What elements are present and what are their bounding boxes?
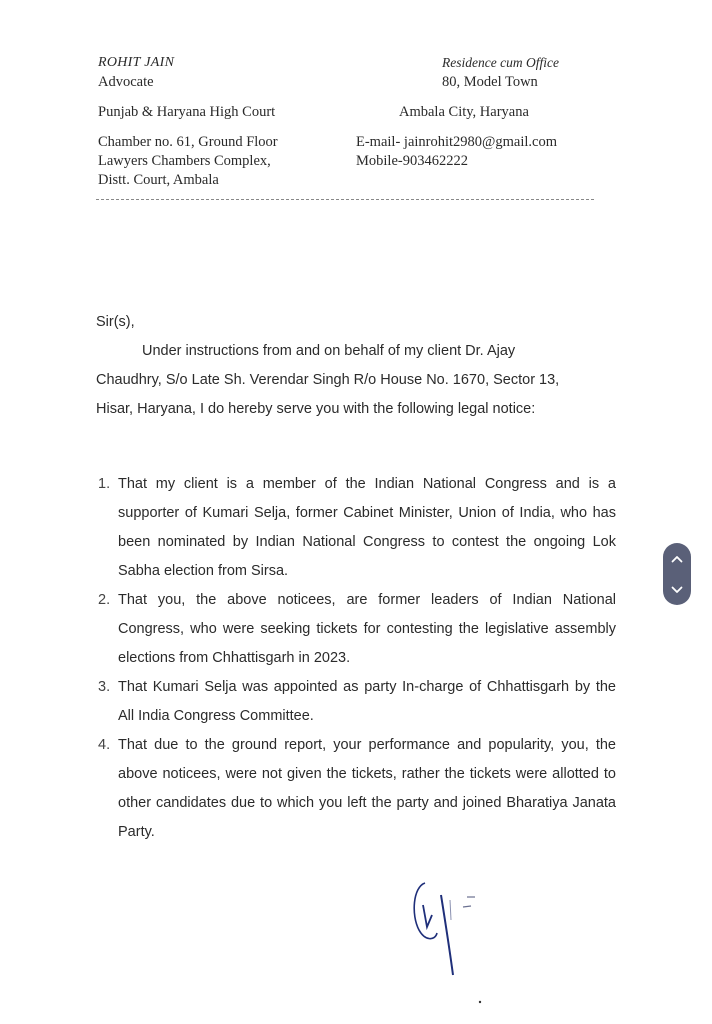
chevron-down-icon [671, 586, 683, 594]
point-text: That due to the ground report, your performance and popularity, you, the above noticees, were not given the tickets, rather the tickets were allotted to other candidates due to which you left the party and joined Bharatiya Janata Party. [118, 737, 616, 840]
chevron-up-icon [671, 555, 683, 563]
court-name: Punjab & Haryana High Court [98, 104, 276, 120]
residence-label: Residence cum Office [442, 55, 559, 70]
intro-line-1: Under instructions from and on behalf of my client Dr. Ajay [142, 343, 516, 359]
signature [405, 875, 515, 1015]
residence-city: Ambala City, Haryana [399, 104, 529, 120]
notice-point [96, 731, 616, 847]
intro-line-3: Hisar, Haryana, I do hereby serve you with the following legal notice: [96, 401, 536, 417]
chamber-line-2: Lawyers Chambers Complex, [98, 153, 271, 169]
point-number: 1. [98, 476, 111, 492]
chamber-line-1: Chamber no. 61, Ground Floor [98, 134, 278, 150]
residence-address: 80, Model Town [442, 74, 538, 90]
advocate-name: ROHIT JAIN [98, 55, 175, 70]
mobile: Mobile-903462222 [356, 153, 468, 169]
salutation: Sir(s), [96, 314, 135, 330]
notice-point [96, 586, 616, 673]
notice-points-list [96, 470, 616, 847]
point-text: That you, the above noticees, are former leaders of Indian National Congress, who were seeking tickets for contesting the legislative assembly elections from Chhattisgarh in 2023. [118, 592, 616, 666]
notice-point [96, 673, 616, 731]
chamber-line-3: Distt. Court, Ambala [98, 172, 219, 188]
point-text: That Kumari Selja was appointed as party In-charge of Chhattisgarh by the All India Congress Committee. [118, 679, 616, 724]
email: E-mail- jainrohit2980@gmail.com [356, 134, 558, 150]
scroll-down-button[interactable] [663, 574, 691, 605]
scroll-up-button[interactable] [663, 543, 691, 574]
point-number: 2. [98, 592, 111, 608]
intro-line-2: Chaudhry, S/o Late Sh. Verendar Singh R/o House No. 1670, Sector 13, [96, 372, 560, 388]
point-text: That my client is a member of the Indian National Congress and is a supporter of Kumari Selja, former Cabinet Minister, Union of India, who has been nominated by Indian National Congress to contest the ongoing Lok Sabha election from Sirsa. [118, 476, 616, 579]
notice-point [96, 470, 616, 586]
advocate-title: Advocate [98, 74, 154, 90]
point-number: 3. [98, 679, 111, 695]
letterhead-divider [96, 199, 594, 200]
point-number: 4. [98, 737, 111, 753]
page-scroller [663, 543, 691, 605]
